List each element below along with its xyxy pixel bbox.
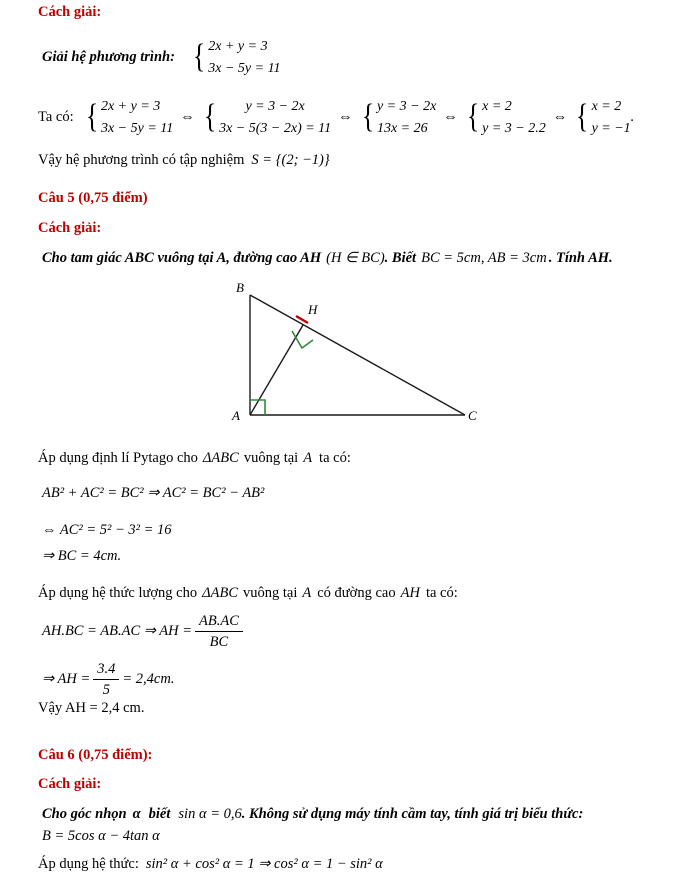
fraction-3-4-over-5 [93,660,119,699]
conclusion-ah [38,700,144,717]
heading-cach-giai-2: Cách giải: [38,220,102,236]
pytago-triangle: ΔABC [202,450,239,466]
cau-6-heading: Câu 6 (0,75 điểm): [38,747,153,763]
hethuc-intro-part-3: có đường cao [317,585,396,601]
label-A: A [232,408,240,423]
equation-2: ⇔ AC² = 5² − 3² = 16 [42,522,172,538]
system-6-row-1: x = 2 [591,99,622,114]
trailing-period: . [630,109,635,126]
system-2-row-2: 3x − 5y = 11 [100,120,174,136]
pytago-intro-part-2: vuông tại [243,450,299,466]
system-5-row-2: y = 3 − 2.2 [482,120,546,136]
cau-6-problem-part-3: . Không sử dụng máy tính cầm tay, tính giá trị biểu thức: [241,806,584,822]
cau-5-problem [42,250,613,267]
hethuc-intro-part-4: ta có: [425,585,458,601]
cau-6-alpha: α [132,806,141,822]
hethuc-intro [38,585,458,602]
solve-system-line [42,36,281,79]
cau-5-problem-part-1: Cho tam giác ABC vuông tại A, đường cao AH [42,250,322,266]
system-4-row-2: 13x = 26 [376,120,428,136]
system-4-row-1: y = 3 − 2x [376,99,437,114]
pytago-intro-part-1: Áp dụng định lí Pytago cho [38,450,198,466]
brace-icon: { [361,98,374,136]
fraction-denominator: 5 [102,682,110,699]
cau-6-problem-part-2: biết [148,806,171,822]
equation-5 [42,660,174,699]
pytago-intro-part-3: ta có: [319,450,351,466]
cau-6-sin-value: sin α = 0,6 [178,806,242,822]
pytago-vertex: A [303,450,313,466]
system-1-row-1: 2x + y = 3 [208,39,268,54]
system-3-row-2: 3x − 5(3 − 2x) = 11 [219,120,332,136]
system-conclusion-text: Vậy hệ phương trình có tập nghiệm [38,152,245,168]
cau-6-problem-part-1: Cho góc nhọn [42,806,127,822]
hethuc-triangle: ΔABC [202,585,239,601]
equiv-icon: ⇔ [338,109,353,126]
system-1 [191,36,281,79]
hethuc-vertex: A [302,585,312,601]
heading-cach-giai-1: Cách giải: [38,4,102,20]
triangle-figure [180,280,520,440]
heading-cach-giai-3: Cách giải: [38,776,102,792]
system-6 [574,96,630,139]
hethuc2-equation: sin² α + cos² α = 1 ⇒ cos² α = 1 − sin² α [145,856,383,872]
system-conclusion-math: S = {(2; −1)} [251,152,330,168]
pytago-intro [38,450,351,467]
fraction-ab-ac-over-bc [195,612,243,651]
system-2 [84,96,174,139]
label-C: C [468,408,477,423]
hethuc2-line [38,856,383,873]
hethuc-intro-part-1: Áp dụng hệ thức lượng cho [38,585,198,601]
brace-icon: { [576,98,589,136]
cau-6-problem [42,806,662,823]
equation-4-left: AH.BC = AB.AC ⇒ AH = [42,623,192,640]
system-2-row-1: 2x + y = 3 [100,99,161,114]
system-4 [360,96,437,139]
cau-5-problem-part-4: BC = 5cm, AB = 3cm [421,250,547,266]
equation-1: AB² + AC² = BC² ⇒ AC² = BC² − AB² [42,485,265,501]
cau-5-problem-part-5: . Tính AH. [548,250,613,266]
segment-BC [250,295,465,415]
cau-5-problem-part-3: . Biết [384,250,417,266]
system-5 [465,96,546,139]
system-5-row-1: x = 2 [482,99,512,114]
system-1-row-2: 3x − 5y = 11 [208,60,281,76]
brace-icon: { [466,98,480,136]
brace-icon: { [192,38,206,76]
cau-5-heading: Câu 5 (0,75 điểm) [38,190,148,206]
equiv-icon: ⇔ [552,109,568,126]
label-H: H [308,302,318,317]
fraction-denominator: BC [209,634,229,651]
equation-5-right: = 2,4cm. [122,671,175,688]
cau-6-expression-B: B = 5cos α − 4tan α [42,828,160,844]
ta-co-line [38,96,634,139]
system-3 [202,96,331,139]
solve-system-label: Giải hệ phương trình: [42,49,175,66]
ta-co-label: Ta có: [38,109,74,126]
brace-icon: { [203,98,217,136]
segment-AH [250,325,303,415]
system-conclusion [38,152,330,169]
equation-4 [42,612,246,651]
system-3-row-1: y = 3 − 2x [245,99,305,114]
system-6-row-2: y = −1 [591,120,631,136]
hethuc2-label: Áp dụng hệ thức: [38,856,139,872]
hethuc-intro-part-2: vuông tại [243,585,298,601]
cau-5-problem-part-2: (H ∈ BC) [326,250,385,266]
conclusion-ah-text: Vậy AH = 2,4 cm. [38,700,145,716]
hethuc-altitude: AH [400,585,420,601]
brace-icon: { [85,98,98,136]
label-B: B [236,280,244,295]
equiv-icon: ⇔ [180,109,195,126]
equation-3: ⇒ BC = 4cm. [42,548,122,564]
fraction-numerator: 3.4 [93,660,119,680]
equiv-icon: ⇔ [443,109,458,126]
equation-5-left: ⇒ AH = [42,671,91,688]
fraction-numerator: AB.AC [195,612,243,632]
